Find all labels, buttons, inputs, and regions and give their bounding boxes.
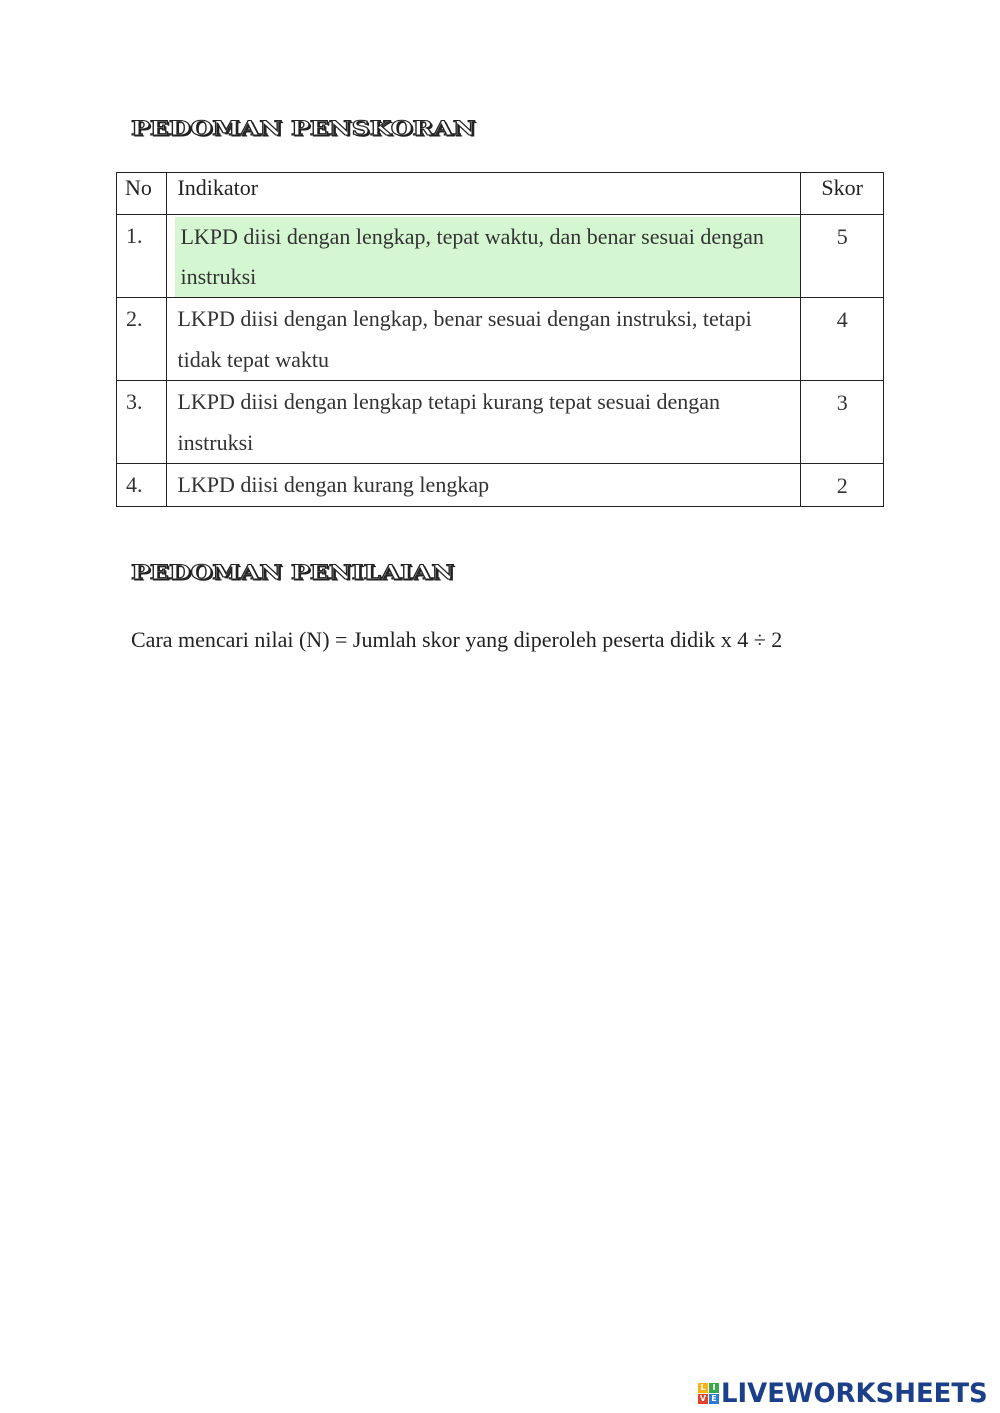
row-indicator-text: LKPD diisi dengan lengkap tetapi kurang tepat sesuai dengan instruksi — [177, 389, 720, 455]
row-indicator[interactable] — [167, 381, 801, 464]
logo-letter-l: L — [698, 1383, 708, 1393]
row-score: 2 — [801, 464, 884, 507]
brand-name: LIVEWORKSHEETS — [721, 1377, 988, 1409]
header-no: No — [117, 173, 167, 215]
row-score: 5 — [801, 215, 884, 298]
table-row — [117, 298, 884, 381]
row-score: 3 — [801, 381, 884, 464]
logo-letter-i: I — [709, 1383, 719, 1393]
row-indicator[interactable] — [167, 215, 801, 298]
row-indicator-text: LKPD diisi dengan lengkap, tepat waktu, dan benar sesuai dengan instruksi — [175, 217, 800, 297]
row-indicator[interactable] — [167, 298, 801, 381]
header-skor: Skor — [801, 173, 884, 215]
row-number: 2. — [117, 298, 167, 381]
logo-letter-v: V — [699, 1393, 707, 1403]
row-number: 4. — [117, 464, 167, 507]
table-row — [117, 215, 884, 298]
scoring-table — [116, 172, 884, 507]
table-header-row — [117, 173, 884, 215]
logo-letter-e: E — [709, 1394, 719, 1404]
row-indicator-text: LKPD diisi dengan lengkap, benar sesuai dengan instruksi, tetapi tidak tepat waktu — [177, 306, 752, 372]
row-indicator[interactable] — [167, 464, 801, 507]
liveworksheets-logo-icon — [698, 1383, 719, 1404]
table-row — [117, 464, 884, 507]
row-number: 1. — [117, 215, 167, 298]
table-row — [117, 381, 884, 464]
scoring-guide-title: PEDOMAN PENSKORAN — [131, 117, 476, 140]
grading-guide-title: PEDOMAN PENILAIAN — [131, 561, 455, 584]
header-indikator: Indikator — [167, 173, 801, 215]
liveworksheets-brand — [698, 1377, 999, 1409]
row-number: 3. — [117, 381, 167, 464]
row-score: 4 — [801, 298, 884, 381]
row-indicator-text: LKPD diisi dengan kurang lengkap — [177, 472, 490, 497]
score-formula: Cara mencari nilai (N) = Jumlah skor yang diperoleh peserta didik x 4 ÷ 2 — [131, 627, 783, 652]
